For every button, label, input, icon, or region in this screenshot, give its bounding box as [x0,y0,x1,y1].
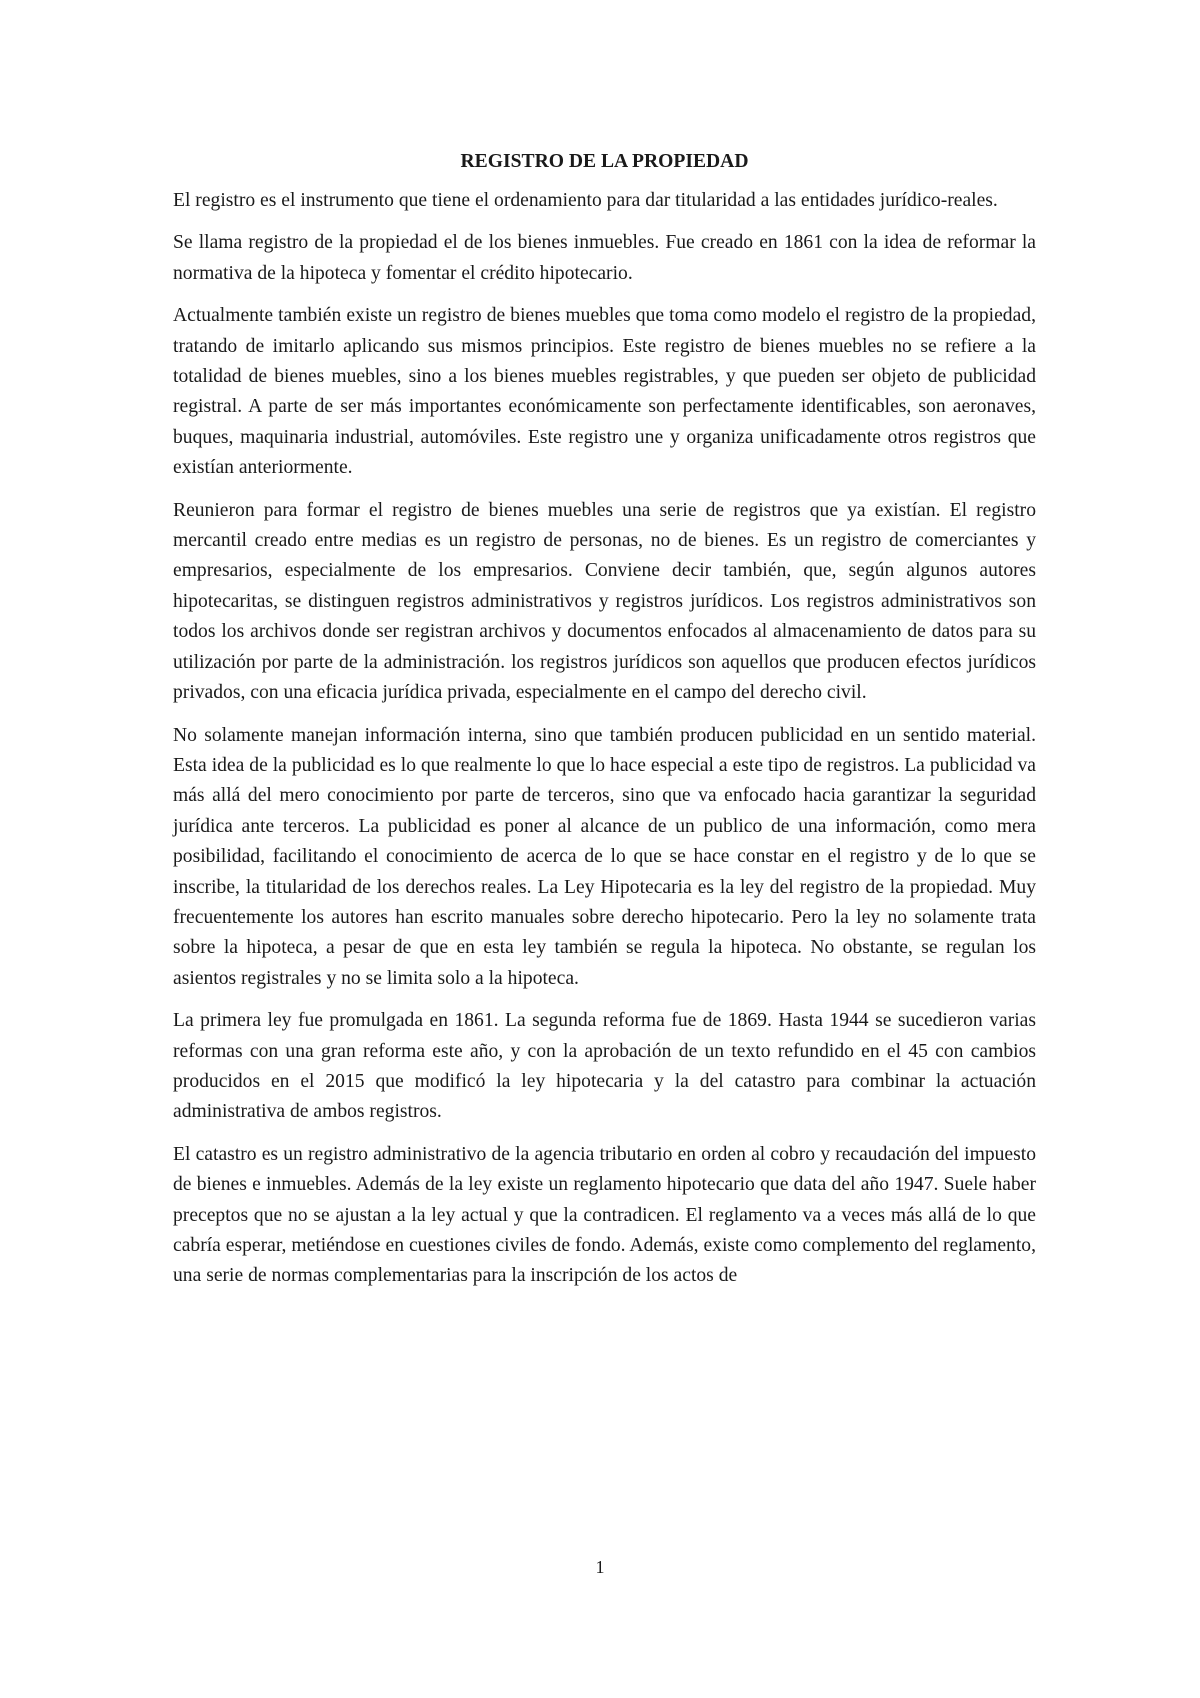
document-title: REGISTRO DE LA PROPIEDAD [460,151,749,172]
paragraph-7: El catastro es un registro administrativo de la agencia tributario en orden al cobro y recaudación del impuesto de bienes e inmuebles. Además de la ley existe un reglamento hipotecario que data del año 1947. Suele haber preceptos que no se ajustan a la ley actual y que la contradicen. El reglamento va a veces más allá de lo que cabría esperar, metiéndose en cuestiones civiles de fondo. Además, existe como complemento del reglamento, una serie de normas complementarias para la inscripción de los actos de [173,1143,1036,1287]
paragraph-4: Reunieron para formar el registro de bienes muebles una serie de registros que ya existían. El registro mercantil creado entre medias es un registro de personas, no de bienes. Es un registro de comerciantes y empresarios, especialmente de los empresarios. Conviene decir también, que, según algunos autores hipotecaritas, se distinguen registros administrativos y registros jurídicos. Los registros administrativos son todos los archivos donde ser registran archivos y documentos enfocados al almacenamiento de datos para su utilización por parte de la administración. los registros jurídicos son aquellos que producen efectos jurídicos privados, con una eficacia jurídica privada, especialmente en el campo del derecho civil. [173,499,1036,704]
paragraph-6: La primera ley fue promulgada en 1861. La segunda reforma fue de 1869. Hasta 1944 se sucedieron varias reformas con una gran reforma este año, y con la aprobación de un texto refundido en el 45 con cambios producidos en el 2015 que modificó la ley hipotecaria y la del catastro para combinar la actuación administrativa de ambos registros. [173,1010,1036,1123]
paragraph-3: Actualmente también existe un registro de bienes muebles que toma como modelo el registro de la propiedad, tratando de imitarlo aplicando sus mismos principios. Este registro de bienes muebles no se refiere a la totalidad de bienes muebles, sino a los bienes muebles registrables, y que pueden ser objeto de publicidad registral. A parte de ser más importantes económicamente son perfectamente identificables, son aeronaves, buques, maquinaria industrial, automóviles. Este registro une y organiza unificadamente otros registros que existían anteriormente. [173,305,1036,479]
paragraph-2: Se llama registro de la propiedad el de los bienes inmuebles. Fue creado en 1861 con la idea de reformar la normativa de la hipoteca y fomentar el crédito hipotecario. [173,232,1036,284]
document-body [173,147,1036,1304]
page-number: 1 [595,1557,605,1577]
paragraph-5: No solamente manejan información interna, sino que también producen publicidad en un sentido material. Esta idea de la publicidad es lo que realmente lo que lo hace especial a este tipo de registros. La publicidad va más allá del mero conocimiento por parte de terceros, sino que va enfocado hacia garantizar la seguridad jurídica ante terceros. La publicidad es poner al alcance de un publico de una información, como mera posibilidad, facilitando el conocimiento de acerca de lo que se hace constar en el registro y de lo que se inscribe, la titularidad de los derechos reales. La Ley Hipotecaria es la ley del registro de la propiedad. Muy frecuentemente los autores han escrito manuales sobre derecho hipotecario. Pero la ley no solamente trata sobre la hipoteca, a pesar de que en esta ley también se regula la hipoteca. No obstante, se regulan los asientos registrales y no se limita solo a la hipoteca. [173,724,1036,989]
paragraph-1: El registro es el instrumento que tiene el ordenamiento para dar titularidad a las entidades jurídico-reales. [173,190,998,211]
